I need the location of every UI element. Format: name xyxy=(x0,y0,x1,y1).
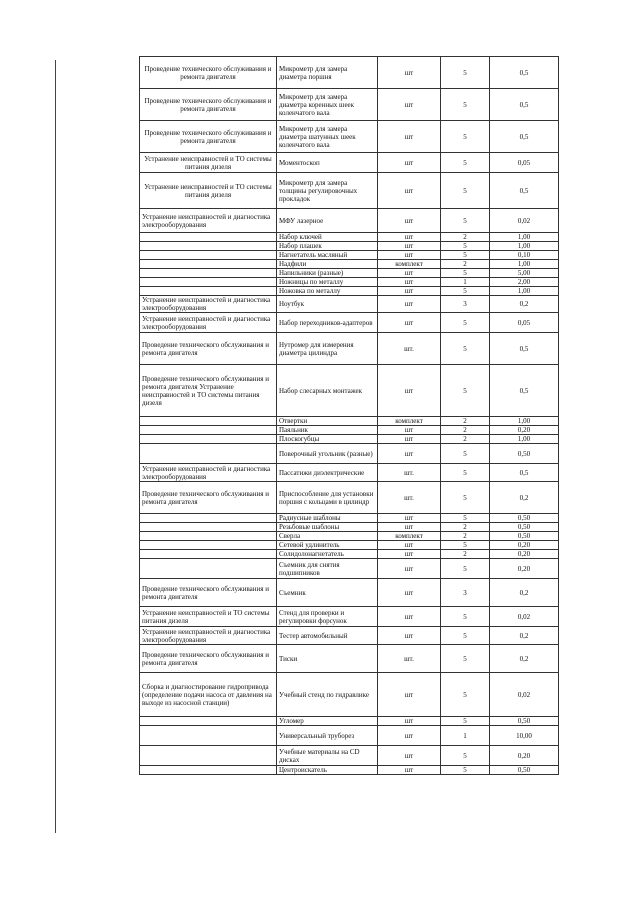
unit-cell: шт xyxy=(378,766,441,775)
work-area-cell xyxy=(140,260,277,269)
table-row xyxy=(140,57,559,89)
equipment-name-cell: Набор ключей xyxy=(277,233,378,242)
value-cell: 0,20 xyxy=(490,746,559,766)
unit-cell: шт xyxy=(378,251,441,260)
value-cell: 0,20 xyxy=(490,550,559,559)
table-row xyxy=(140,209,559,233)
quantity-cell: 5 xyxy=(441,313,490,333)
table-row xyxy=(140,417,559,426)
equipment-name-cell: Приспособление для установки поршня с кольцами в цилиндр xyxy=(277,482,378,514)
table-row xyxy=(140,726,559,746)
value-cell: 1,00 xyxy=(490,260,559,269)
equipment-name-cell: Угломер xyxy=(277,717,378,726)
unit-cell: шт. xyxy=(378,333,441,365)
equipment-name-cell: Моментоскоп xyxy=(277,153,378,173)
quantity-cell: 5 xyxy=(441,173,490,209)
work-area-cell: Проведение технического обслуживания и ремонта двигателя Устранение неисправностей и ТО системы питания дизеля xyxy=(140,365,277,417)
unit-cell: шт xyxy=(378,313,441,333)
quantity-cell: 5 xyxy=(441,541,490,550)
work-area-cell xyxy=(140,766,277,775)
work-area-cell xyxy=(140,746,277,766)
table-row xyxy=(140,645,559,673)
table-row xyxy=(140,233,559,242)
equipment-name-cell: МФУ лазерное xyxy=(277,209,378,233)
table-row xyxy=(140,426,559,435)
value-cell: 0,2 xyxy=(490,645,559,673)
table-row xyxy=(140,333,559,365)
quantity-cell: 2 xyxy=(441,550,490,559)
work-area-cell xyxy=(140,532,277,541)
work-area-cell: Проведение технического обслуживания и ремонта двигателя xyxy=(140,482,277,514)
unit-cell: комплект xyxy=(378,417,441,426)
unit-cell: шт. xyxy=(378,645,441,673)
work-area-cell xyxy=(140,435,277,444)
value-cell: 1,00 xyxy=(490,242,559,251)
unit-cell: шт xyxy=(378,89,441,121)
quantity-cell: 3 xyxy=(441,296,490,313)
table-row xyxy=(140,523,559,532)
unit-cell: шт xyxy=(378,365,441,417)
value-cell: 0,20 xyxy=(490,541,559,550)
work-area-cell: Устранение неисправностей и ТО системы питания дизеля xyxy=(140,153,277,173)
value-cell: 0,50 xyxy=(490,532,559,541)
quantity-cell: 5 xyxy=(441,287,490,296)
work-area-cell xyxy=(140,523,277,532)
work-area-cell xyxy=(140,287,277,296)
equipment-name-cell: Поверочный угольник (разные) xyxy=(277,444,378,464)
value-cell: 0,02 xyxy=(490,209,559,233)
table-row xyxy=(140,673,559,717)
work-area-cell: Устранение неисправностей и диагностика электрооборудования xyxy=(140,313,277,333)
unit-cell: комплект xyxy=(378,260,441,269)
quantity-cell: 5 xyxy=(441,57,490,89)
unit-cell: шт xyxy=(378,607,441,627)
quantity-cell: 5 xyxy=(441,153,490,173)
quantity-cell: 5 xyxy=(441,766,490,775)
equipment-name-cell: Набор переходников-адаптеров xyxy=(277,313,378,333)
work-area-cell: Устранение неисправностей и диагностика электрооборудования xyxy=(140,464,277,482)
value-cell: 1,00 xyxy=(490,417,559,426)
quantity-cell: 5 xyxy=(441,242,490,251)
quantity-cell: 1 xyxy=(441,278,490,287)
work-area-cell xyxy=(140,541,277,550)
table-row xyxy=(140,559,559,579)
quantity-cell: 5 xyxy=(441,209,490,233)
value-cell: 0,02 xyxy=(490,607,559,627)
equipment-name-cell: Универсальный труборез xyxy=(277,726,378,746)
table-row xyxy=(140,287,559,296)
unit-cell: шт xyxy=(378,233,441,242)
table-row xyxy=(140,482,559,514)
table-row xyxy=(140,365,559,417)
equipment-name-cell: Микрометр для замера диаметра коренных шеек коленчатого вала xyxy=(277,89,378,121)
work-area-cell: Сборка и диагностирование гидропривода (определение подачи насоса от давления на выходе из насосной станции) xyxy=(140,673,277,717)
equipment-name-cell: Ножницы по металлу xyxy=(277,278,378,287)
value-cell: 0,05 xyxy=(490,313,559,333)
quantity-cell: 2 xyxy=(441,233,490,242)
quantity-cell: 5 xyxy=(441,444,490,464)
equipment-name-cell: Центроискатель xyxy=(277,766,378,775)
unit-cell: шт xyxy=(378,523,441,532)
equipment-name-cell: Тестер автомобильный xyxy=(277,627,378,645)
unit-cell: шт xyxy=(378,296,441,313)
unit-cell: шт xyxy=(378,550,441,559)
equipment-name-cell: Ноутбук xyxy=(277,296,378,313)
work-area-cell xyxy=(140,550,277,559)
work-area-cell xyxy=(140,717,277,726)
quantity-cell: 5 xyxy=(441,89,490,121)
table-row xyxy=(140,607,559,627)
value-cell: 0,5 xyxy=(490,121,559,153)
quantity-cell: 5 xyxy=(441,627,490,645)
equipment-name-cell: Напильники (разные) xyxy=(277,269,378,278)
table-row xyxy=(140,514,559,523)
equipment-name-cell: Нагнетатель масляный xyxy=(277,251,378,260)
equipment-name-cell: Отвертки xyxy=(277,417,378,426)
value-cell: 0,10 xyxy=(490,251,559,260)
quantity-cell: 5 xyxy=(441,365,490,417)
unit-cell: шт xyxy=(378,57,441,89)
work-area-cell: Устранение неисправностей и диагностика электрооборудования xyxy=(140,627,277,645)
table-row xyxy=(140,541,559,550)
table-row xyxy=(140,296,559,313)
table-row xyxy=(140,173,559,209)
quantity-cell: 2 xyxy=(441,426,490,435)
equipment-name-cell: Съемник xyxy=(277,579,378,607)
table-row xyxy=(140,717,559,726)
unit-cell: комплект xyxy=(378,532,441,541)
quantity-cell: 5 xyxy=(441,482,490,514)
table-row xyxy=(140,269,559,278)
quantity-cell: 2 xyxy=(441,523,490,532)
unit-cell: шт xyxy=(378,514,441,523)
work-area-cell xyxy=(140,269,277,278)
unit-cell: шт. xyxy=(378,482,441,514)
unit-cell: шт xyxy=(378,579,441,607)
quantity-cell: 5 xyxy=(441,607,490,627)
equipment-name-cell: Сверла xyxy=(277,532,378,541)
value-cell: 0,05 xyxy=(490,153,559,173)
quantity-cell: 5 xyxy=(441,645,490,673)
equipment-name-cell: Стенд для проверки и регулировки форсунок xyxy=(277,607,378,627)
value-cell: 0,50 xyxy=(490,444,559,464)
quantity-cell: 5 xyxy=(441,464,490,482)
unit-cell: шт xyxy=(378,627,441,645)
work-area-cell xyxy=(140,559,277,579)
unit-cell: шт xyxy=(378,559,441,579)
unit-cell: шт xyxy=(378,287,441,296)
value-cell: 1,00 xyxy=(490,287,559,296)
equipment-name-cell: Резьбовые шаблоны xyxy=(277,523,378,532)
value-cell: 2,00 xyxy=(490,278,559,287)
equipment-name-cell: Микрометр для замера диаметра поршня xyxy=(277,57,378,89)
table-row xyxy=(140,550,559,559)
value-cell: 1,00 xyxy=(490,435,559,444)
value-cell: 0,2 xyxy=(490,296,559,313)
unit-cell: шт xyxy=(378,541,441,550)
unit-cell: шт xyxy=(378,242,441,251)
unit-cell: шт xyxy=(378,173,441,209)
equipment-name-cell: Учебные материалы на CD дисках xyxy=(277,746,378,766)
value-cell: 0,5 xyxy=(490,89,559,121)
value-cell: 0,5 xyxy=(490,333,559,365)
quantity-cell: 2 xyxy=(441,532,490,541)
table-row xyxy=(140,251,559,260)
work-area-cell xyxy=(140,726,277,746)
value-cell: 10,00 xyxy=(490,726,559,746)
unit-cell: шт xyxy=(378,121,441,153)
quantity-cell: 1 xyxy=(441,726,490,746)
table-row xyxy=(140,435,559,444)
equipment-name-cell: Нутромер для измерения диаметра цилиндра xyxy=(277,333,378,365)
work-area-cell xyxy=(140,233,277,242)
table-row xyxy=(140,746,559,766)
equipment-name-cell: Сетевой удлинитель xyxy=(277,541,378,550)
work-area-cell: Проведение технического обслуживания и ремонта двигателя xyxy=(140,333,277,365)
equipment-name-cell: Радиусные шаблоны xyxy=(277,514,378,523)
quantity-cell: 5 xyxy=(441,717,490,726)
work-area-cell: Устранение неисправностей и диагностика электрооборудования xyxy=(140,296,277,313)
equipment-name-cell: Тиски xyxy=(277,645,378,673)
unit-cell: шт xyxy=(378,746,441,766)
work-area-cell: Устранение неисправностей и ТО системы питания дизеля xyxy=(140,607,277,627)
work-area-cell xyxy=(140,242,277,251)
equipment-name-cell: Учебный стенд по гидравлике xyxy=(277,673,378,717)
table-row xyxy=(140,153,559,173)
unit-cell: шт xyxy=(378,435,441,444)
table-row xyxy=(140,242,559,251)
quantity-cell: 2 xyxy=(441,435,490,444)
equipment-name-cell: Микрометр для замера толщины регулировочных прокладок xyxy=(277,173,378,209)
unit-cell: шт xyxy=(378,426,441,435)
equipment-table-body xyxy=(140,57,559,775)
work-area-cell xyxy=(140,444,277,464)
quantity-cell: 5 xyxy=(441,333,490,365)
equipment-table xyxy=(139,56,559,775)
equipment-name-cell: Съемник для снятия подшипников xyxy=(277,559,378,579)
unit-cell: шт xyxy=(378,726,441,746)
value-cell: 0,02 xyxy=(490,673,559,717)
work-area-cell: Проведение технического обслуживания и ремонта двигателя xyxy=(140,57,277,89)
value-cell: 0,20 xyxy=(490,559,559,579)
equipment-name-cell: Микрометр для замера диаметра шатунных шеек коленчатого вала xyxy=(277,121,378,153)
value-cell: 0,5 xyxy=(490,57,559,89)
equipment-name-cell: Набор слесарных монтажек xyxy=(277,365,378,417)
value-cell: 0,5 xyxy=(490,173,559,209)
equipment-name-cell: Ножовка по металлу xyxy=(277,287,378,296)
page-margin-line xyxy=(55,60,56,833)
table-row xyxy=(140,260,559,269)
work-area-cell: Проведение технического обслуживания и ремонта двигателя xyxy=(140,89,277,121)
value-cell: 0,2 xyxy=(490,482,559,514)
quantity-cell: 5 xyxy=(441,673,490,717)
table-row xyxy=(140,627,559,645)
equipment-name-cell: Плоскогубцы xyxy=(277,435,378,444)
work-area-cell: Проведение технического обслуживания и ремонта двигателя xyxy=(140,121,277,153)
quantity-cell: 2 xyxy=(441,260,490,269)
unit-cell: шт xyxy=(378,153,441,173)
unit-cell: шт xyxy=(378,278,441,287)
quantity-cell: 5 xyxy=(441,514,490,523)
table-row xyxy=(140,121,559,153)
unit-cell: шт. xyxy=(378,464,441,482)
value-cell: 0,5 xyxy=(490,464,559,482)
quantity-cell: 2 xyxy=(441,417,490,426)
value-cell: 0,20 xyxy=(490,426,559,435)
work-area-cell xyxy=(140,278,277,287)
unit-cell: шт xyxy=(378,673,441,717)
work-area-cell: Проведение технического обслуживания и ремонта двигателя xyxy=(140,645,277,673)
work-area-cell xyxy=(140,417,277,426)
table-row xyxy=(140,579,559,607)
value-cell: 0,50 xyxy=(490,514,559,523)
work-area-cell: Проведение технического обслуживания и ремонта двигателя xyxy=(140,579,277,607)
value-cell: 0,2 xyxy=(490,627,559,645)
unit-cell: шт xyxy=(378,717,441,726)
work-area-cell: Устранение неисправностей и диагностика электрооборудования xyxy=(140,209,277,233)
equipment-name-cell: Пассатижи диэлектрические xyxy=(277,464,378,482)
quantity-cell: 5 xyxy=(441,746,490,766)
unit-cell: шт xyxy=(378,444,441,464)
unit-cell: шт xyxy=(378,269,441,278)
table-row xyxy=(140,532,559,541)
quantity-cell: 3 xyxy=(441,579,490,607)
equipment-name-cell: Паяльник xyxy=(277,426,378,435)
value-cell: 0,2 xyxy=(490,579,559,607)
value-cell: 0,50 xyxy=(490,766,559,775)
work-area-cell xyxy=(140,514,277,523)
quantity-cell: 5 xyxy=(441,121,490,153)
value-cell: 1,00 xyxy=(490,233,559,242)
value-cell: 0,50 xyxy=(490,717,559,726)
value-cell: 0,50 xyxy=(490,523,559,532)
work-area-cell xyxy=(140,251,277,260)
table-row xyxy=(140,278,559,287)
work-area-cell xyxy=(140,426,277,435)
quantity-cell: 5 xyxy=(441,269,490,278)
table-row xyxy=(140,89,559,121)
equipment-name-cell: Солидолонагнетатель xyxy=(277,550,378,559)
table-row xyxy=(140,766,559,775)
table-row xyxy=(140,313,559,333)
equipment-name-cell: Надфили xyxy=(277,260,378,269)
quantity-cell: 5 xyxy=(441,559,490,579)
value-cell: 5,00 xyxy=(490,269,559,278)
quantity-cell: 5 xyxy=(441,251,490,260)
table-row xyxy=(140,444,559,464)
equipment-name-cell: Набор плашек xyxy=(277,242,378,251)
table-row xyxy=(140,464,559,482)
work-area-cell: Устранение неисправностей и ТО системы питания дизеля xyxy=(140,173,277,209)
value-cell: 0,5 xyxy=(490,365,559,417)
unit-cell: шт xyxy=(378,209,441,233)
